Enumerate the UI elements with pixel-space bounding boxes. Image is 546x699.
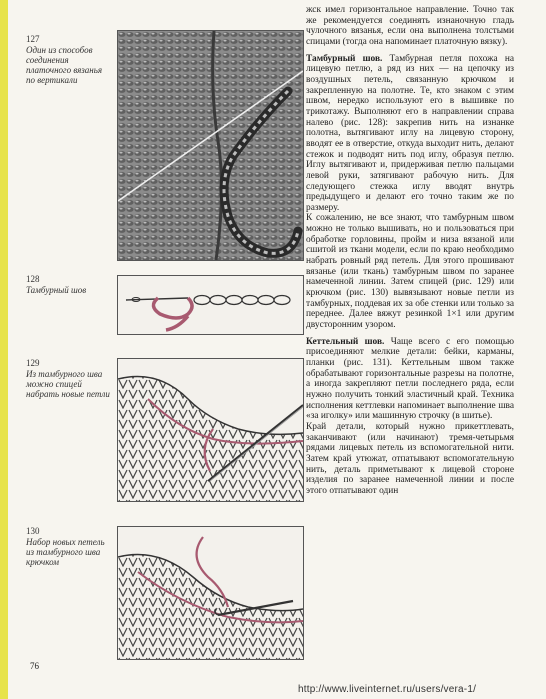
- figure-130-drawing: [117, 526, 304, 660]
- figure-129-caption: [26, 358, 110, 399]
- figure-128-caption: [26, 274, 108, 295]
- caption-text: Набор новых петель из тамбурного шва крючком: [26, 537, 105, 567]
- paragraph-text: жск имел горизонтальное направление. Точно так же рекомендуется соединять изнаночную гладь чулочного вязанья, если она выполнена толстыми спицами (тогда она напоминает платочную вязку).: [306, 5, 514, 47]
- caption-text: Из тамбурного шва можно спицей набрать новые петли: [26, 369, 110, 399]
- text-column: [306, 5, 514, 497]
- figure-number: 130: [26, 526, 40, 536]
- paragraph-text: Край детали, который нужно прикеттлевать, заканчивают (или начинают) тремя-четырьмя рядами лицевых петель из вспомогательной нити. Затем край утюжат, отпатывают вспомогательную нить, деталь приметывают к лицевой стороне изделия по заранее намеченной линии и после этого отпатывают один: [306, 421, 514, 496]
- paragraph-text: К сожалению, не все знают, что тамбурным швом можно не только вышивать, но и пользоваться при обработке горловины, пройм и низа вязаной или сшитой из ткани модели, если по краю необходимо набрать ровный ряд петель. Для этого прошивают вязанье (или ткань) тамбурным швом по заранее намеченной линии. Затем спицей (рис. 129) или крючком (рис. 130) вывязывают новые петли из тамбурных, поддевая их за обе стенки или только за переднее. Далее вяжут резинкой 1×1 или другим двусторонним узором.: [306, 213, 515, 331]
- paragraph-tambour-stitch: [306, 54, 514, 214]
- paragraph-text: Тамбурная петля похожа на лицевую петлю, а ряд из них — на цепочку из воздушных петель, связанную крючком и закрепленную на полотне. Те, кто знаком с этим швом, нередко используют его в вышивке по трикотажу. Выполняют его в направлении справа налево (рис. 128): закрепив нить на изнанке полотна, вытягивают иглу на лицевую сторону, вводят ее в отверстие, откуда выходит нить, делают стежок и подводят нить под иглу, образуя петлю. Иглу вытягивают и, придерживая петлю пальцами левой руки, затягивают рабочую нить. Для следующего стежка иглу вводят внутрь предыдущего и делают его точно таким же по размеру.: [306, 53, 514, 213]
- figure-129-drawing: [117, 358, 304, 502]
- figure-128-drawing: [117, 275, 304, 335]
- figure-number: 127: [26, 34, 40, 44]
- figure-number: 128: [26, 274, 40, 284]
- caption-text: Тамбурный шов: [26, 285, 87, 295]
- figure-number: 129: [26, 358, 40, 368]
- caption-text: Один из способов соединения платочного вязанья по вертикали: [26, 45, 103, 85]
- section-heading: Кеттельный шов.: [306, 336, 385, 347]
- page-number: 76: [30, 661, 39, 671]
- section-heading: Тамбурный шов.: [306, 53, 383, 64]
- paragraph-kettle-edge: [306, 422, 514, 497]
- figure-130-caption: [26, 526, 110, 567]
- paragraph-continuation: [306, 5, 514, 48]
- figure-127-caption: [26, 34, 108, 85]
- paragraph-text: Чаще всего с его помощью присоединяют мелкие детали: бейки, карманы, планки (рис. 131). Кеттельным швом также обрабатывают горизонтальные разрезы на полотне, а иногда закрепляют петли последнего ряда, если нужно получить тонкий эластичный край. Техника исполнения кеттлевки напоминает выполнение шва «за иголку» или машинную строчку (в шитье).: [306, 336, 514, 422]
- yellow-page-edge: [0, 0, 8, 699]
- paragraph-kettle-stitch: [306, 337, 514, 422]
- paragraph-tambour-usage: [306, 213, 514, 330]
- figure-127-photo: [117, 30, 304, 261]
- footer-url: http://www.liveinternet.ru/users/vera-1/: [298, 684, 477, 695]
